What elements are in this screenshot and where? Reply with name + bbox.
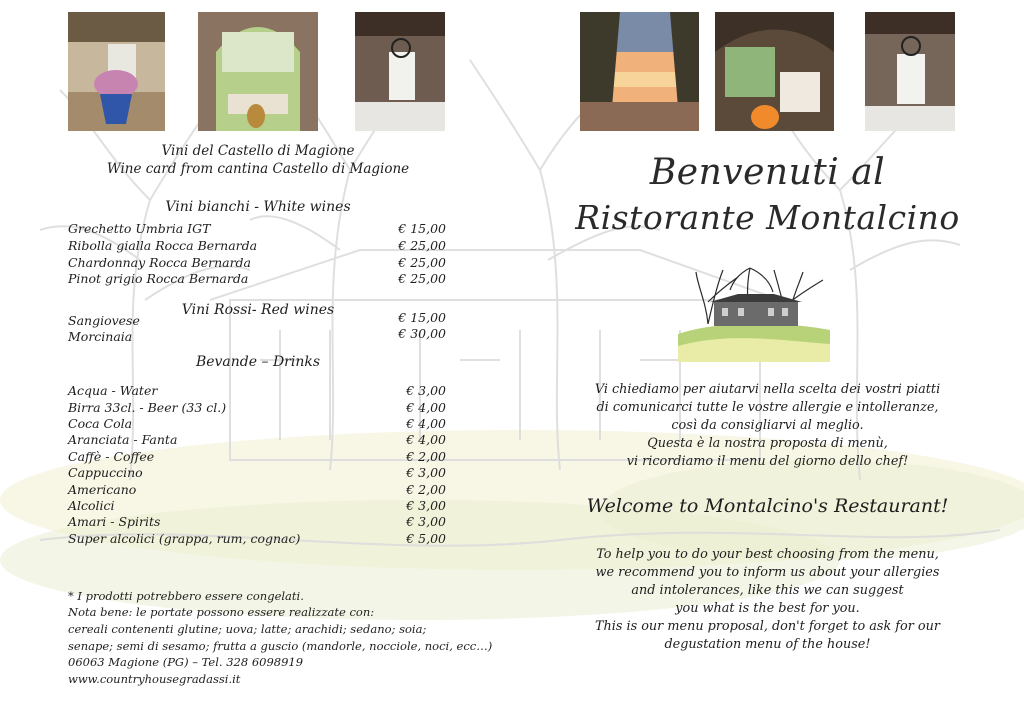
intro-it-line-3: così da consigliarvi al meglio. xyxy=(671,418,864,433)
menu-row xyxy=(68,482,448,499)
item-name: Super alcolici (grappa, rum, cognac) xyxy=(68,531,301,546)
menu-row xyxy=(68,383,448,400)
intro-en-line-4: you what is the best for you. xyxy=(675,601,860,616)
footer-allergen-note: Nota bene: le portate possono essere realizzate con: xyxy=(68,605,375,619)
title-benvenuti: Benvenuti al xyxy=(649,152,886,193)
footer-allergen-list-2: senape; semi di sesamo; frutta a guscio (mandorle, nocciole, noci, ecc…) xyxy=(68,639,493,653)
item-price: € 15,00 xyxy=(398,221,446,236)
item-name: Morcinaia xyxy=(68,329,133,344)
menu-row xyxy=(68,531,448,548)
intro-en-line-6: degustation menu of the house! xyxy=(664,637,871,652)
menu-row xyxy=(68,432,448,449)
item-price: € 4,00 xyxy=(406,416,446,431)
menu-row xyxy=(68,498,448,515)
photo-dining-hall xyxy=(355,12,445,131)
item-name: Birra 33cl. - Beer (33 cl.) xyxy=(68,400,227,415)
title-restaurant-name: Ristorante Montalcino xyxy=(575,198,960,237)
item-name: Ribolla gialla Rocca Bernarda xyxy=(68,238,258,253)
item-name: Alcolici xyxy=(68,498,115,513)
intro-it-line-1: Vi chiediamo per aiutarvi nella scelta dei vostri piatti xyxy=(594,382,941,397)
item-name: Sangiovese xyxy=(68,313,140,328)
item-name: Americano xyxy=(68,482,137,497)
menu-row xyxy=(68,465,448,482)
item-name: Grechetto Umbria IGT xyxy=(68,221,211,236)
item-price: € 3,00 xyxy=(406,514,446,529)
item-price: € 25,00 xyxy=(398,255,446,270)
menu-row xyxy=(68,255,448,272)
menu-row xyxy=(68,400,448,417)
item-price: € 2,00 xyxy=(406,482,446,497)
photo-fireplace-terrace xyxy=(715,12,834,131)
item-name: Chardonnay Rocca Bernarda xyxy=(68,255,252,270)
item-name: Amari - Spirits xyxy=(68,514,161,529)
drinks-title: Bevande – Drinks xyxy=(195,354,321,370)
item-price: € 3,00 xyxy=(406,498,446,513)
item-price: € 4,00 xyxy=(406,400,446,415)
item-price: € 15,00 xyxy=(398,310,446,325)
item-price: € 4,00 xyxy=(406,432,446,447)
wine-card-title-it: Vini del Castello di Magione xyxy=(161,143,355,159)
item-name: Pinot grigio Rocca Bernarda xyxy=(68,271,249,286)
white-wines-title: Vini bianchi - White wines xyxy=(165,199,351,215)
menu-row xyxy=(68,221,448,238)
footer-allergen-list-1: cereali contenenti glutine; uova; latte; arachidi; sedano; soia; xyxy=(68,622,427,636)
item-price: € 30,00 xyxy=(398,326,446,341)
menu-row xyxy=(68,326,448,346)
photo-window-room xyxy=(865,12,955,131)
intro-en-line-1: To help you to do your best choosing from the menu, xyxy=(596,547,939,562)
photo-flowers-room xyxy=(68,12,165,131)
item-price: € 25,00 xyxy=(398,238,446,253)
house-illustration xyxy=(678,262,830,362)
photo-arch-garden xyxy=(198,12,318,131)
intro-en-line-3: and intolerances, like this we can suggest xyxy=(631,583,904,598)
menu-row xyxy=(68,416,448,433)
menu-row xyxy=(68,449,448,466)
item-price: € 5,00 xyxy=(406,531,446,546)
intro-en-line-5: This is our menu proposal, don't forget to ask for our xyxy=(595,619,940,634)
item-name: Aranciata - Fanta xyxy=(68,432,178,447)
item-name: Coca Cola xyxy=(68,416,133,431)
footer-website[interactable]: www.countryhousegradassi.it xyxy=(68,672,241,686)
item-price: € 25,00 xyxy=(398,271,446,286)
wine-card-title-en: Wine card from cantina Castello di Magione xyxy=(106,161,410,177)
item-price: € 3,00 xyxy=(406,465,446,480)
intro-it-line-4: Questa è la nostra proposta di menù, xyxy=(647,436,888,451)
item-name: Acqua - Water xyxy=(68,383,158,398)
intro-it-line-2: di comunicarci tutte le vostre allergie e intolleranze, xyxy=(596,400,939,415)
menu-row xyxy=(68,271,448,288)
item-name: Caffè - Coffee xyxy=(68,449,155,464)
welcome-heading: Welcome to Montalcino's Restaurant! xyxy=(586,495,949,517)
photo-sunset-view xyxy=(580,12,699,131)
intro-it-line-5: vi ricordiamo il menu del giorno dello chef! xyxy=(626,454,909,469)
red-wines-title: Vini Rossi- Red wines xyxy=(181,302,335,318)
menu-row xyxy=(68,514,448,531)
intro-en-line-2: we recommend you to inform us about your allergies xyxy=(595,565,940,580)
menu-row xyxy=(68,238,448,255)
item-name: Cappuccino xyxy=(68,465,143,480)
item-price: € 2,00 xyxy=(406,449,446,464)
item-price: € 3,00 xyxy=(406,383,446,398)
footer-address: 06063 Magione (PG) – Tel. 328 6098919 xyxy=(68,655,304,669)
footer-frozen-note: * I prodotti potrebbero essere congelati. xyxy=(68,589,304,603)
